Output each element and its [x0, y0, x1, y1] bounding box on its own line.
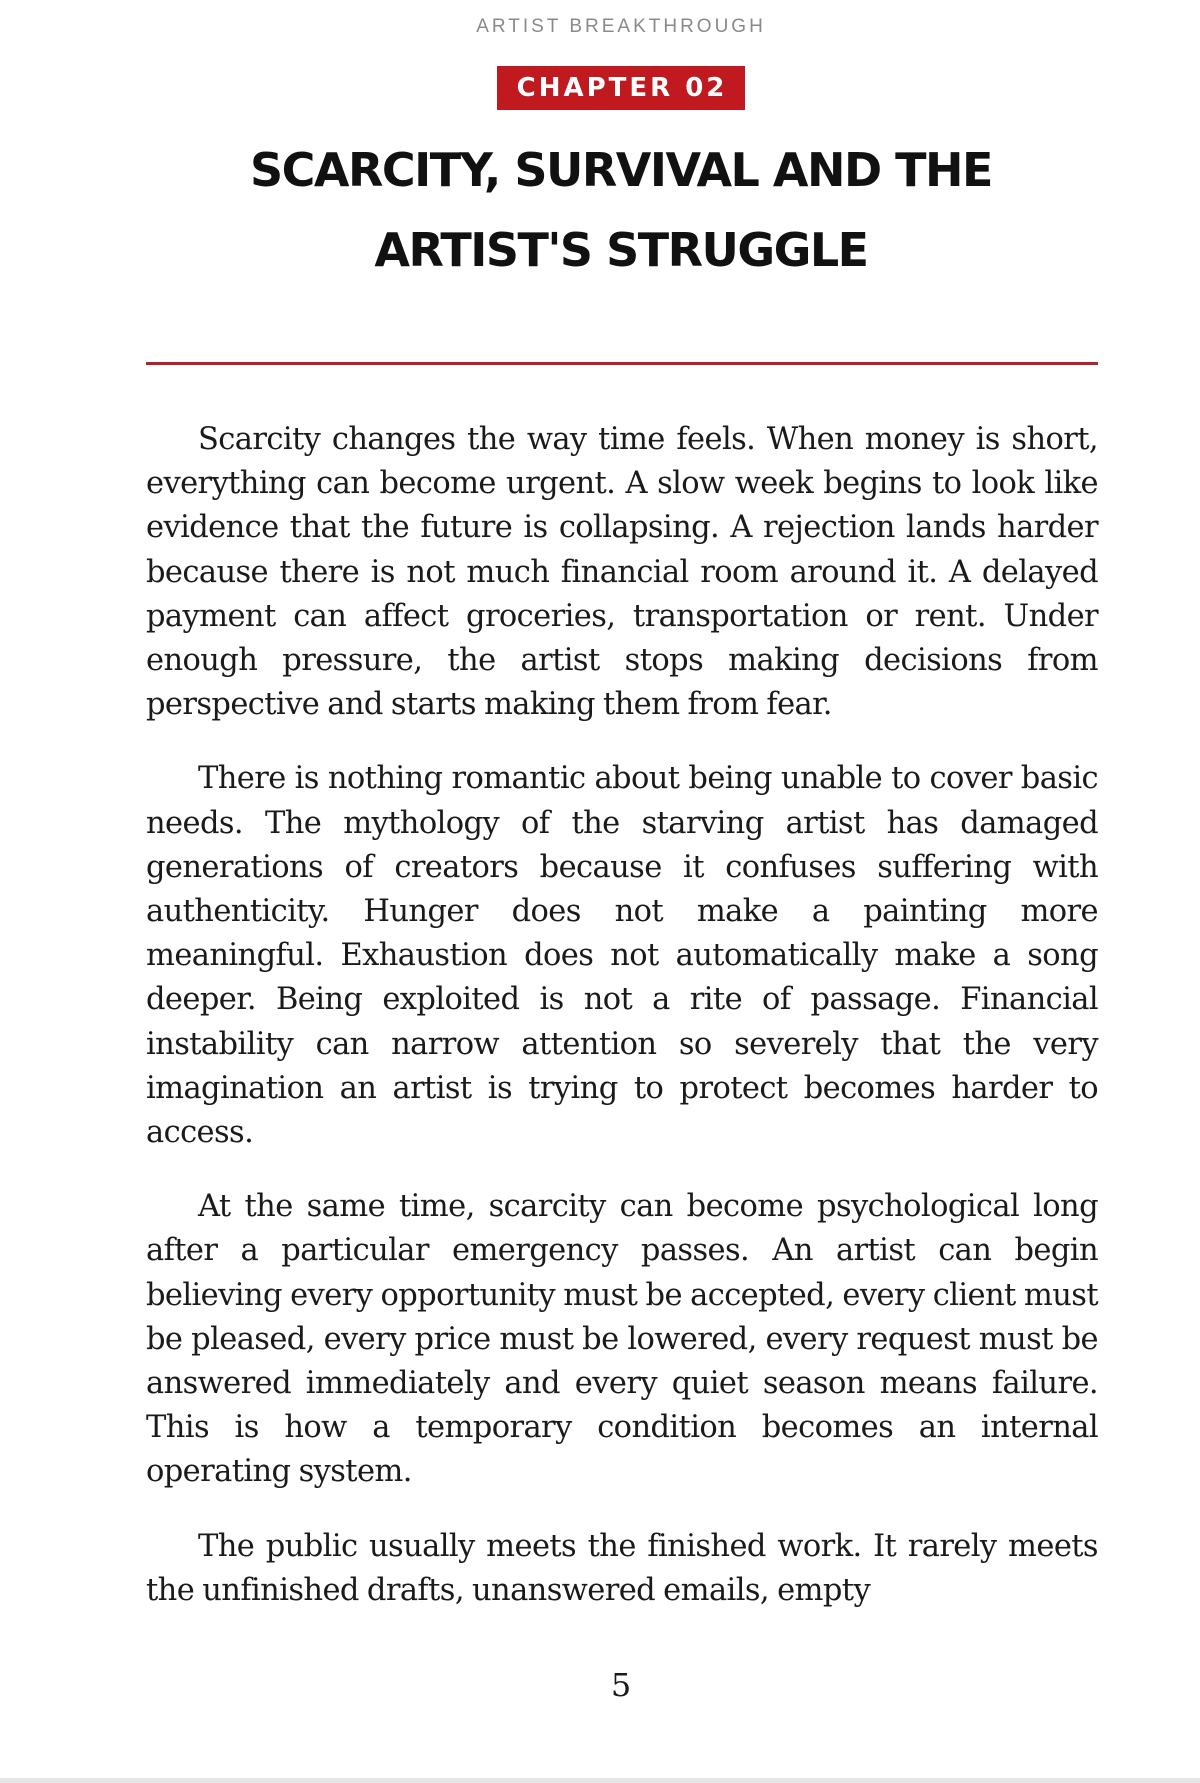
chapter-body: [146, 418, 1098, 1643]
page-bottom-edge: [0, 1778, 1200, 1783]
paragraph-1: Scarcity changes the way time feels. When money is short, everything can become urgent. A slow week begins to look like evidence that the future is collapsing. A rejection lands harder because there is not much financial room around it. A delayed payment can affect groceries, transportation or rent. Under enough pressure, the artist stops making decisions from perspective and starts making them from fear.: [146, 422, 1098, 723]
paragraph-3: At the same time, scarcity can become psychological long after a particular emergency passes. An artist can begin believing every opportunity must be accepted, every client must be pleased, every price must be lowered, every request must be answered immediately and every quiet season means failure. This is how a temporary condition becomes an internal operating system.: [146, 1189, 1098, 1490]
chapter-badge: CHAPTER 02: [497, 66, 746, 110]
chapter-title: [160, 130, 1082, 290]
chapter-title-line-1: SCARCITY, SURVIVAL AND THE: [250, 143, 992, 197]
chapter-badge-container: [0, 66, 1200, 110]
paragraph-2: There is nothing romantic about being unable to cover basic needs. The mythology of the starving artist has damaged generations of creators because it confuses suffering with authenticity. Hunger does not make a painting more meaningful. Exhaustion does not automatically make a song deeper. Being exploited is not a rite of passage. Financial instability can narrow attention so severely that the very imagination an artist is trying to protect becomes harder to access.: [146, 761, 1098, 1151]
running-header: ARTIST BREAKTHROUGH: [476, 16, 766, 37]
page-number: 5: [610, 1666, 632, 1704]
chapter-title-line-2: ARTIST'S STRUGGLE: [374, 223, 868, 277]
title-divider: [146, 362, 1098, 365]
paragraph-4: The public usually meets the finished work. It rarely meets the unfinished drafts, unanswered emails, empty: [146, 1528, 1098, 1608]
